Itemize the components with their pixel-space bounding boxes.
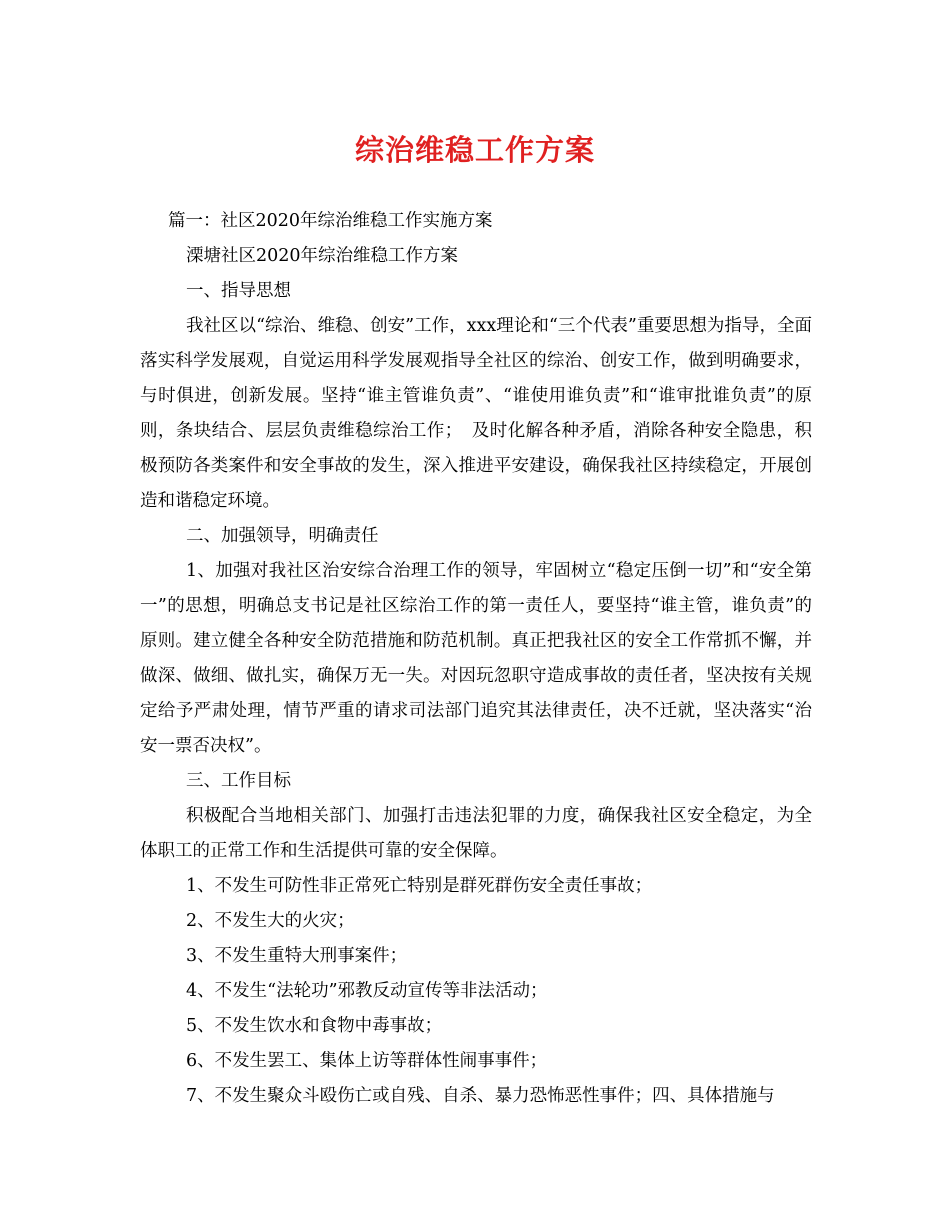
document-body [140,204,812,1114]
list-item: 6、不发生罢工、集体上访等群体性闹事事件； [186,1051,548,1071]
list-item: 5、不发生饮水和食物中毒事故； [186,1016,443,1036]
paragraph-leadership: 1、加强对我社区治安综合治理工作的领导，牢固树立“稳定压倒一切”和“安全第一”的思想，明确总支书记是社区综治工作的第一责任人，要坚持“谁主管，谁负责”的原则。建立健全各种安全防范措施和防范机制。真正把我社区的安全工作常抓不懈，并做深、做细、做扎实，确保万无一失。对因玩忽职守造成事故的责任者，坚决按有关规定给予严肃处理，情节严重的请求司法部门追究其法律责任，决不迁就，坚决落实“治安一票否决权”。 [140,561,812,756]
list-item: 3、不发生重特大刑事案件； [186,946,408,966]
list-item: 4、不发生“法轮功”邪教反动宣传等非法活动； [186,981,548,1001]
section-heading: 三、工作目标 [186,771,291,791]
subtitle: 溧塘社区2020年综治维稳工作方案 [186,246,459,266]
list-item: 2、不发生大的火灾； [186,911,355,931]
section-heading: 二、加强领导，明确责任 [186,526,379,546]
list-item: 1、不发生可防性非正常死亡特别是群死群伤安全责任事故； [186,876,653,896]
paragraph-guiding-ideology: 我社区以“综治、维稳、创安”工作，xxx理论和“三个代表”重要思想为指导，全面落实科学发展观，自觉运用科学发展观指导全社区的综治、创安工作，做到明确要求，与时俱进，创新发展。坚持“谁主管谁负责”、“谁使用谁负责”和“谁审批谁负责”的原则，条块结合、层层负责维稳综治工作； 及时化解各种矛盾，消除各种安全隐患，积极预防各类案件和安全事故的发生，深入推进平安建设，确保我社区持续稳定，开展创造和谐稳定环境。 [140,316,812,511]
list-item: 7、不发生聚众斗殴伤亡或自残、自杀、暴力恐怖恶性事件；四、具体措施与 [186,1086,775,1106]
document-title: 综治维稳工作方案 [354,133,595,167]
paragraph-goals: 积极配合当地相关部门、加强打击违法犯罪的力度，确保我社区安全稳定，为全体职工的正常工作和生活提供可靠的安全保障。 [140,806,812,861]
section-heading-part1: 篇一：社区2020年综治维稳工作实施方案 [168,211,493,231]
section-heading: 一、指导思想 [186,281,291,301]
